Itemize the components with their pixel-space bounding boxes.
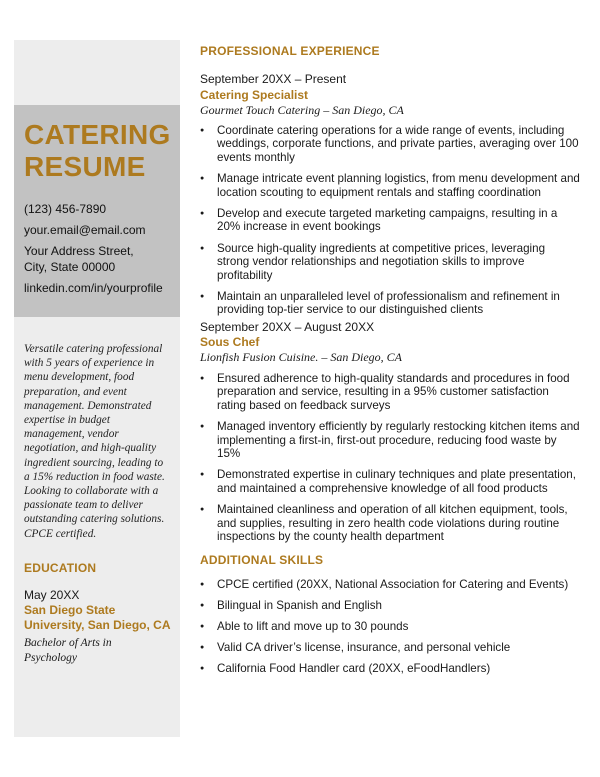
education-degree: Bachelor of Arts in Psychology	[24, 637, 112, 664]
professional-summary: Versatile catering professional with 5 years of experience in menu development, food preparation, and event management. Demonstrated expertise in budget management, vendor negotiation, and high-quality ingredient sourcing, leading to a 15% reduction in food waste. Looking to collaborate with a passionate team to deliver outstanding catering solutions. CPCE certified.	[24, 343, 165, 540]
list-item: ● Maintained cleanliness and operation of all kitchen equipment, tools, and supplies, resulting in zero health code violations during routine inspections by the county health department	[200, 503, 580, 543]
job-title: Catering Specialist	[200, 88, 309, 102]
job-dates: September 20XX – Present	[200, 72, 347, 86]
education-school: San Diego State University, San Diego, CA	[24, 603, 171, 632]
list-item: ● Develop and execute targeted marketing campaigns, resulting in a 20% increase in event bookings	[200, 207, 580, 234]
resume-title	[24, 119, 171, 183]
linkedin-link[interactable]: linkedin.com/in/yourprofile	[24, 281, 163, 295]
list-item: ● Manage intricate event planning logistics, from menu development and location scouting to equipment rentals and staffing coordination	[200, 172, 580, 199]
list-item: ● California Food Handler card (20XX, eFoodHandlers)	[200, 662, 580, 675]
list-item: ● Managed inventory efficiently by regularly restocking kitchen items and implementing a first-in, first-out procedure, reducing food waste by 15%	[200, 420, 580, 460]
list-item: ● Valid CA driver’s license, insurance, and personal vehicle	[200, 641, 580, 654]
job-title: Sous Chef	[200, 335, 260, 349]
job-bullets	[200, 124, 580, 325]
list-item: ● Maintain an unparalleled level of professionalism and refinement in providing top-tier service to our distinguished clients	[200, 290, 580, 317]
address-line-2: City, State 00000	[24, 260, 116, 274]
list-item: ● Demonstrated expertise in culinary techniques and plate presentation, and maintained a comprehensive knowledge of all food products	[200, 468, 580, 495]
education-date: May 20XX	[24, 588, 80, 602]
postal-address	[24, 243, 174, 275]
experience-heading: PROFESSIONAL EXPERIENCE	[200, 44, 380, 58]
name-block	[14, 105, 180, 317]
list-item: ● CPCE certified (20XX, National Association for Catering and Events)	[200, 578, 580, 591]
job-company: Lionfish Fusion Cuisine. – San Diego, CA	[200, 350, 403, 364]
job-company: Gourmet Touch Catering – San Diego, CA	[200, 103, 404, 117]
phone-number: (123) 456-7890	[24, 202, 107, 216]
list-item: ● Source high-quality ingredients at competitive prices, leveraging strong vendor relationships and negotiation skills to improve profitability	[200, 242, 580, 282]
list-item: ● Ensured adherence to high-quality standards and procedures in food preparation and service, resulting in a 95% customer satisfaction rating based on feedback surveys	[200, 372, 580, 412]
resume-title-line1: CATERING	[24, 119, 171, 150]
job-dates: September 20XX – August 20XX	[200, 320, 375, 334]
address-line-1: Your Address Street,	[24, 244, 134, 258]
education-heading: EDUCATION	[24, 561, 97, 575]
skills-list	[200, 578, 580, 683]
list-item: ● Able to lift and move up to 30 pounds	[200, 620, 580, 633]
skills-heading: ADDITIONAL SKILLS	[200, 553, 324, 567]
list-item: ● Coordinate catering operations for a wide range of events, including weddings, corporate functions, and private parties, averaging over 100 events monthly	[200, 124, 580, 164]
resume-title-line2: RESUME	[24, 151, 146, 182]
list-item: ● Bilingual in Spanish and English	[200, 599, 580, 612]
email-address: your.email@email.com	[24, 223, 146, 237]
job-bullets	[200, 372, 580, 551]
